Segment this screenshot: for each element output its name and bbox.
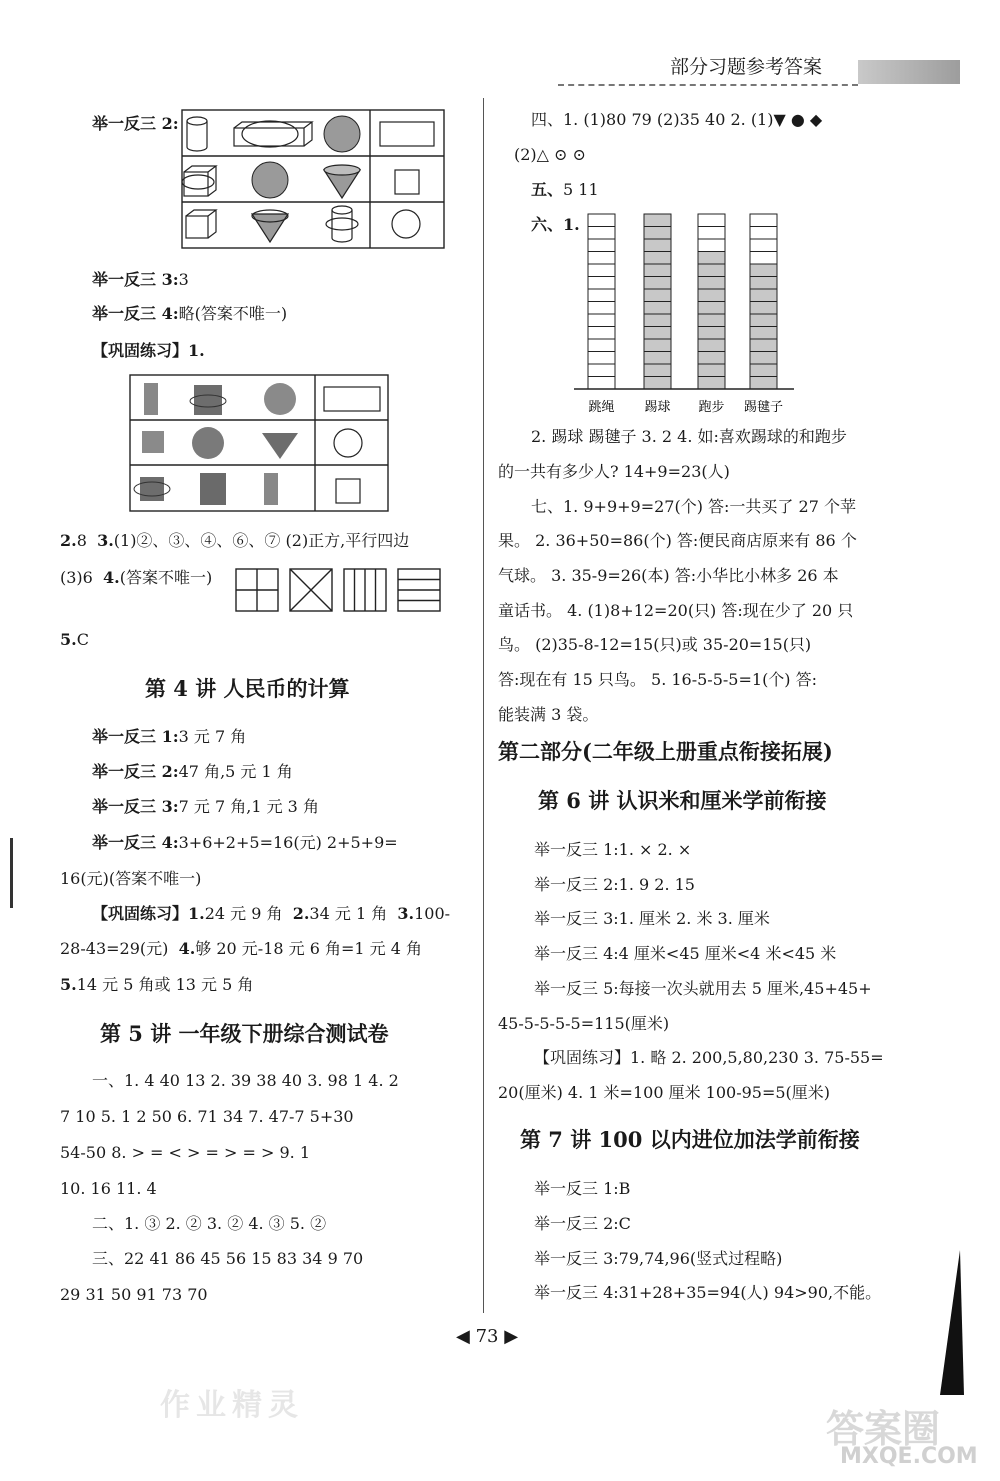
rectangle-icon xyxy=(324,387,380,411)
bar-cell xyxy=(750,277,777,290)
bar-cell xyxy=(644,214,671,227)
bar-cell xyxy=(750,214,777,227)
photo-book-icon xyxy=(200,473,226,505)
r-line-4-label: 六、1. xyxy=(531,215,580,234)
r-line-5: 2. 踢球 踢毽子 3. 2 4. 如:喜欢踢球的和跑步 xyxy=(531,427,847,446)
photo-rod-icon xyxy=(264,473,278,505)
cylinder-icon xyxy=(326,206,358,242)
example-4-label: 举一反三 4: xyxy=(92,304,179,323)
lecture-6-title: 第 6 讲 认识米和厘米学前衔接 xyxy=(538,788,827,813)
bar-cell xyxy=(644,377,671,390)
bar-cell xyxy=(588,314,615,327)
lec7-line-4: 举一反三 4:31+28+35=94(人) 94>90,不能。 xyxy=(534,1283,882,1302)
r-line-11: 鸟。 (2)35-8-12=15(只)或 35-20=15(只) xyxy=(498,635,812,654)
lec4-line-1: 举一反三 1:3 元 7 角 xyxy=(92,727,247,746)
bar-label: 踢球 xyxy=(644,400,671,415)
bar-cell xyxy=(698,239,725,252)
bar-cell xyxy=(588,302,615,315)
circle-icon xyxy=(392,210,420,238)
r-line-9: 气球。 3. 35-9=26(本) 答:小华比小林多 26 本 xyxy=(498,566,839,585)
lec6-line-8: 20(厘米) 4. 1 米=100 厘米 100-95=5(厘米) xyxy=(498,1083,831,1102)
header-dashed-line xyxy=(558,84,858,86)
lec5-line-5: 二、1. ③ 2. ② 3. ② 4. ③ 5. ② xyxy=(92,1214,327,1233)
bar-cell xyxy=(750,252,777,265)
bar-cell xyxy=(588,252,615,265)
bar-cell xyxy=(588,327,615,340)
sphere-icon xyxy=(324,116,360,152)
header-bar xyxy=(858,60,960,84)
bar-cell xyxy=(698,227,725,240)
lec6-line-3: 举一反三 3:1. 厘米 2. 米 3. 厘米 xyxy=(534,909,770,928)
cube-sphere-icon xyxy=(182,166,216,196)
photo-cube-icon xyxy=(142,431,164,453)
answer-line-2: 2.8 3.(1)②、③、④、⑥、⑦ (2)正方,平行四边 xyxy=(60,531,410,550)
lec7-line-2: 举一反三 2:C xyxy=(534,1214,631,1233)
bar-cell xyxy=(698,302,725,315)
divided-squares xyxy=(236,567,446,613)
square-icon xyxy=(395,170,419,194)
square-icon xyxy=(336,479,360,503)
cone-icon xyxy=(324,165,360,198)
bar-cell xyxy=(588,214,615,227)
r-line-3: 五、5 11 xyxy=(531,180,599,199)
sphere-icon xyxy=(252,162,288,198)
bar-cell xyxy=(644,264,671,277)
lec4-line-6: 【巩固练习】1.24 元 9 角 2.34 元 1 角 3.100- xyxy=(92,904,451,923)
cylinder-icon xyxy=(187,117,207,151)
bar-cell xyxy=(750,377,777,390)
lecture-5-title: 第 5 讲 一年级下册综合测试卷 xyxy=(100,1021,389,1046)
lec6-line-7: 【巩固练习】1. 略 2. 200,5,80,230 3. 75-55= xyxy=(534,1048,884,1067)
page-edge-shadow xyxy=(938,1250,968,1400)
bar-cell xyxy=(588,339,615,352)
column-divider xyxy=(483,98,484,1313)
lec6-line-5: 举一反三 5:每接一次头就用去 5 厘米,45+45+ xyxy=(534,979,872,998)
photo-ball-icon xyxy=(192,427,224,459)
bar-cell xyxy=(588,264,615,277)
bar-cell xyxy=(750,352,777,365)
r-line-1: 四、1. (1)80 79 (2)35 40 2. (1)▼ ● ◆ xyxy=(531,110,823,129)
circle-icon xyxy=(334,429,362,457)
margin-mark xyxy=(10,838,13,908)
lec5-line-2: 7 10 5. 1 2 50 6. 71 34 7. 47-7 5+30 xyxy=(60,1107,354,1126)
r-line-7: 七、1. 9+9+9=27(个) 答:一共买了 27 个苹 xyxy=(531,497,856,516)
example-2-label: 举一反三 2: xyxy=(92,114,179,133)
bar-cell xyxy=(588,277,615,290)
example-3-answer: 3 xyxy=(178,270,189,289)
example-4-line xyxy=(92,304,287,324)
watermark-1: 作业精灵 xyxy=(160,1388,304,1423)
bar-cell xyxy=(698,352,725,365)
lec5-line-1: 一、1. 4 40 13 2. 39 38 40 3. 98 1 4. 2 xyxy=(92,1071,399,1090)
r-line-12: 答:现在有 15 只鸟。 5. 16-5-5-5=1(个) 答: xyxy=(498,670,818,689)
bar-cell xyxy=(644,364,671,377)
lec5-line-4: 10. 16 11. 4 xyxy=(60,1179,157,1198)
bar-cell xyxy=(644,327,671,340)
bar-cell xyxy=(750,339,777,352)
example-3-label: 举一反三 3: xyxy=(92,270,179,289)
cuboid-sphere-icon xyxy=(234,121,312,147)
bar-cell xyxy=(698,214,725,227)
bar-cell xyxy=(644,277,671,290)
lec4-line-7: 28-43=29(元) 4.够 20 元-18 元 6 角=1 元 4 角 xyxy=(60,939,423,958)
r-line-6: 的一共有多少人? 14+9=23(人) xyxy=(498,462,730,481)
bar-cell xyxy=(698,314,725,327)
practice-label: 【巩固练习】1. xyxy=(92,341,205,360)
cube-icon xyxy=(186,210,216,238)
photo-cone-icon xyxy=(262,433,298,459)
bar-label: 跳绳 xyxy=(588,400,615,415)
lec5-line-3: 54-50 8. > = < > = > = > 9. 1 xyxy=(60,1143,311,1162)
lec7-line-3: 举一反三 3:79,74,96(竖式过程略) xyxy=(534,1249,783,1268)
lecture-4-title: 第 4 讲 人民币的计算 xyxy=(145,676,350,701)
photo-cube-icon xyxy=(140,477,164,501)
r-line-13: 能装满 3 袋。 xyxy=(498,705,599,724)
r-line-10: 童话书。 4. (1)8+12=20(只) 答:现在少了 20 只 xyxy=(498,601,854,620)
bar-cell xyxy=(644,289,671,302)
bar-cell xyxy=(644,302,671,315)
bar-cell xyxy=(750,364,777,377)
bar-cell xyxy=(698,277,725,290)
lec7-line-1: 举一反三 1:B xyxy=(534,1179,631,1198)
watermark-3: MXQE.COM xyxy=(840,1444,978,1469)
bar-cell xyxy=(588,377,615,390)
lec4-line-5: 16(元)(答案不唯一) xyxy=(60,869,202,888)
r-line-8: 果。 2. 36+50=86(个) 答:便民商店原来有 86 个 xyxy=(498,531,857,550)
header-title: 部分习题参考答案 xyxy=(670,56,823,78)
lec4-line-4: 举一反三 4:3+6+2+5=16(元) 2+5+9= xyxy=(92,833,398,852)
example-4-answer: 略(答案不唯一) xyxy=(178,304,288,323)
lec4-line-8: 5.14 元 5 角或 13 元 5 角 xyxy=(60,975,254,994)
bar-cell xyxy=(698,327,725,340)
bar-cell xyxy=(588,227,615,240)
r-line-2: (2)△ ⊙ ⊙ xyxy=(514,145,586,164)
lec5-line-7: 29 31 50 91 73 70 xyxy=(60,1285,208,1304)
lec6-line-2: 举一反三 2:1. 9 2. 15 xyxy=(534,875,695,894)
bar-cell xyxy=(588,239,615,252)
lec4-line-3: 举一反三 3:7 元 7 角,1 元 3 角 xyxy=(92,797,319,816)
lec5-line-6: 三、22 41 86 45 56 15 83 34 9 70 xyxy=(92,1249,364,1268)
bar-cell xyxy=(644,314,671,327)
bar-cell xyxy=(750,227,777,240)
bar-cell xyxy=(750,239,777,252)
bar-label: 踢毽子 xyxy=(743,400,784,415)
next-arrow-icon: ▶ xyxy=(504,1326,519,1347)
bar-cell xyxy=(588,352,615,365)
bar-cell xyxy=(644,252,671,265)
bar-cell xyxy=(644,352,671,365)
bar-cell xyxy=(750,289,777,302)
answer-line-5: 5.C xyxy=(60,630,89,649)
cone-sphere-icon xyxy=(252,210,288,242)
photo-rod-icon xyxy=(144,383,158,415)
rectangle-icon xyxy=(380,122,434,146)
prev-arrow-icon: ◀ xyxy=(456,1326,470,1347)
part-2-title: 第二部分(二年级上册重点衔接拓展) xyxy=(498,739,833,764)
bar-cell xyxy=(698,264,725,277)
bar-cell xyxy=(750,264,777,277)
bar-cell xyxy=(750,314,777,327)
page-number: ◀ 73 ▶ xyxy=(456,1326,519,1347)
bar-cell xyxy=(698,339,725,352)
watermark-2: 答案圈 xyxy=(826,1406,941,1451)
bar-cell xyxy=(588,289,615,302)
lec4-line-2: 举一反三 2:47 角,5 元 1 角 xyxy=(92,762,293,781)
bar-cell xyxy=(698,289,725,302)
photo-ball-icon xyxy=(264,383,296,415)
bar-cell xyxy=(750,302,777,315)
bar-cell xyxy=(698,364,725,377)
bar-cell xyxy=(588,364,615,377)
bar-cell xyxy=(644,339,671,352)
bar-cell xyxy=(644,227,671,240)
bar-label: 跑步 xyxy=(698,400,725,415)
example-3-line xyxy=(92,270,189,290)
lec6-line-4: 举一反三 4:4 厘米<45 厘米<4 米<45 米 xyxy=(534,944,837,963)
bar-cell xyxy=(750,327,777,340)
bar-cell xyxy=(698,252,725,265)
object-table xyxy=(130,375,388,513)
lec6-line-1: 举一反三 1:1. × 2. × xyxy=(534,840,692,859)
shape-table-1 xyxy=(182,110,444,250)
lec6-line-6: 45-5-5-5-5=115(厘米) xyxy=(498,1014,670,1033)
lecture-7-title: 第 7 讲 100 以内进位加法学前衔接 xyxy=(520,1127,860,1152)
bar-cell xyxy=(698,377,725,390)
bar-chart xyxy=(572,210,800,442)
photo-box-icon xyxy=(194,385,222,415)
answer-line-3: (3)6 4.(答案不唯一) xyxy=(60,568,213,587)
bar-cell xyxy=(644,239,671,252)
